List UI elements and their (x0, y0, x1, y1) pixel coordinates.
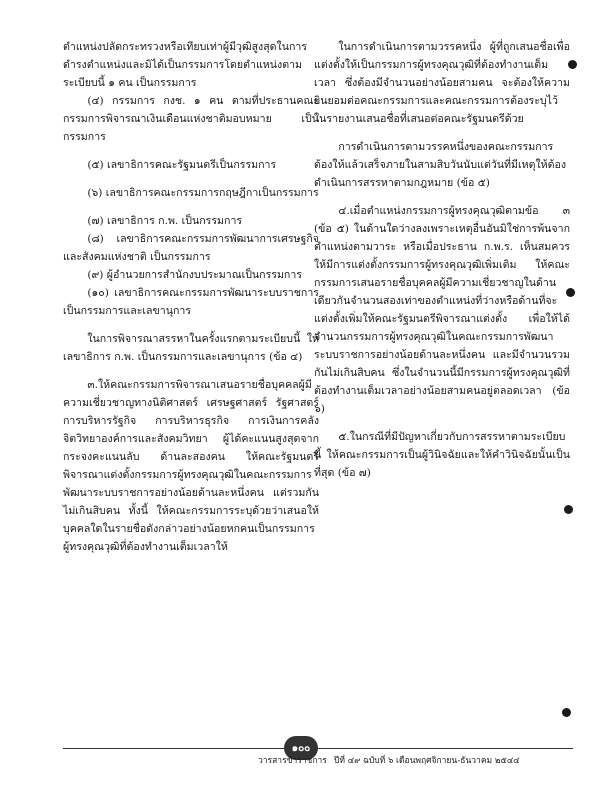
left-paragraph: (๕) เลขาธิการคณะรัฐมนตรีเป็นกรรมการ (87, 159, 277, 171)
margin-dot-icon (568, 60, 577, 69)
left-paragraph: (๗) เลขาธิการ ก.พ. เป็นกรรมการ (87, 215, 243, 227)
right-paragraph: ๕.ในกรณีที่มีปัญหาเกี่ยวกับการสรรหาตามระเบียบนี้ ให้คณะกรรมการเป็นผู้วินิจฉัยและให้คำวินิจฉัยนั้นเป็นที่สุด (ข้อ ๗) (314, 431, 570, 479)
left-paragraph: (๘) เลขาธิการคณะกรรมการพัฒนาการเศรษฐกิจและสังคมแห่งชาติ เป็นกรรมการ (63, 233, 319, 263)
right-column (314, 38, 570, 482)
left-paragraph: ในการพิจารณาสรรหาในครั้งแรกตามระเบียบนี้ ให้เลขาธิการ ก.พ. เป็นกรรมการและเลขานุการ (ข้อ ๔) (63, 333, 319, 363)
footer-rule (63, 748, 573, 749)
right-paragraph: การดำเนินการตามวรรคหนึ่งของคณะกรรมการ ต้องให้แล้วเสร็จภายในสามสิบวันนับแต่วันที่มีเหตุให้ต้องดำเนินการสรรหาตามกฎหมาย (ข้อ ๕) (314, 141, 567, 189)
right-paragraph: ๔.เมื่อตำแหน่งกรรมการผู้ทรงคุณวุฒิตามข้อ ๓ (ข้อ ๕) ในด้านใดว่างลงเพราะเหตุอื่นอันมิใช่การพ้นจากตำแหน่งตามวาระ หรือเมื่อประธาน ก.พ.ร. เห็นสมควรให้มีการแต่งตั้งกรรมการผู้ทรงคุณวุฒิเพิ่มเติม ให้คณะกรรมการเสนอรายชื่อบุคคลผู้มีความเชี่ยวชาญในด้านเดียวกันจำนวนสองเท่าของตำแหน่งที่ว่างหรือด้านที่จะแต่งตั้งเพิ่มให้คณะรัฐมนตรีพิจารณาแต่งตั้ง เพื่อให้ได้จำนวนกรรมการผู้ทรงคุณวุฒิในคณะกรรมการพัฒนาระบบราชการอย่างน้อยด้านละหนึ่งคน และมีจำนวนรวมกันไม่เกินสิบคน ซึ่งในจำนวนนี้มีกรรมการผู้ทรงคุณวุฒิที่ต้องทำงานเต็มเวลาอย่างน้อยสามคนอยู่ตลอดเวลา (ข้อ ๖) (314, 205, 570, 415)
margin-dot-icon (562, 708, 571, 717)
left-paragraph: ตำแหน่งปลัดกระทรวงหรือเทียบเท่าผู้มีวุฒิสูงสุดในการดำรงตำแหน่งและมิได้เป็นกรรมการโดยตำแหน่งตามระเบียบนี้ ๑ คน เป็นกรรมการ (63, 41, 308, 89)
left-paragraph: (๙) ผู้อำนวยการสำนักงบประมาณเป็นกรรมการ (87, 269, 302, 281)
issue-info: ปีที่ ๔๙ ฉบับที่ ๖ เดือนพฤศจิกายน-ธันวาคม ๒๕๔๔ (334, 756, 520, 766)
margin-dot-icon (564, 505, 573, 514)
left-paragraph: (๖) เลขาธิการคณะกรรมการกฤษฎีกาเป็นกรรมการ (87, 187, 319, 199)
right-paragraph: ในการดำเนินการตามวรรคหนึ่ง ผู้ที่ถูกเสนอชื่อเพื่อแต่งตั้งให้เป็นกรรมการผู้ทรงคุณวุฒิที่ต้องทำงานเต็มเวลา ซึ่งต้องมีจำนวนอย่างน้อยสามคน จะต้องให้ความยินยอมต่อคณะกรรมการและคณะกรรมการต้องระบุไว้ในรายงานเสนอชื่อที่เสนอต่อคณะรัฐมนตรีด้วย (314, 41, 570, 125)
left-paragraph: (๑๐) เลขาธิการคณะกรรมการพัฒนาระบบราชการ เป็นกรรมการและเลขานุการ (63, 287, 319, 317)
page-number: ๑๐๐ (284, 736, 318, 760)
journal-title: วารสารข้าราชการ (258, 756, 327, 766)
margin-dot-icon (566, 288, 575, 297)
left-column (63, 38, 319, 556)
left-paragraph: ๓.ให้คณะกรรมการพิจารณาเสนอรายชื่อบุคคลผู้มีความเชี่ยวชาญทางนิติศาสตร์ เศรษฐศาสตร์ รัฐศาสตร์ การบริหารรัฐกิจ การบริหารธุรกิจ การเงินการคลัง จิตวิทยาองค์การและสังคมวิทยา ผู้ได้คะแนนสูงสุดจากกระจงคะแนนลับ ด้านละสองคน ให้คณะรัฐมนตรีพิจารณาแต่งตั้งกรรมการผู้ทรงคุณวุฒิในคณะกรรมการพัฒนาระบบราชการอย่างน้อยด้านละหนึ่งคน แต่รวมกันไม่เกินสิบคน ทั้งนี้ ให้คณะกรรมการระบุด้วยว่าเสนอให้บุคคลใดในรายชื่อดังกล่าวอย่างน้อยหกคนเป็นกรรมการผู้ทรงคุณวุฒิที่ต้องทำงานเต็มเวลาให้ (63, 379, 319, 553)
left-paragraph: (๔) กรรมการ กงช. ๑ คน ตามที่ประธานคณะกรรมการพิจารณาเงินเดือนแห่งชาติมอบหมาย เป็นกรรมการ (63, 95, 319, 143)
